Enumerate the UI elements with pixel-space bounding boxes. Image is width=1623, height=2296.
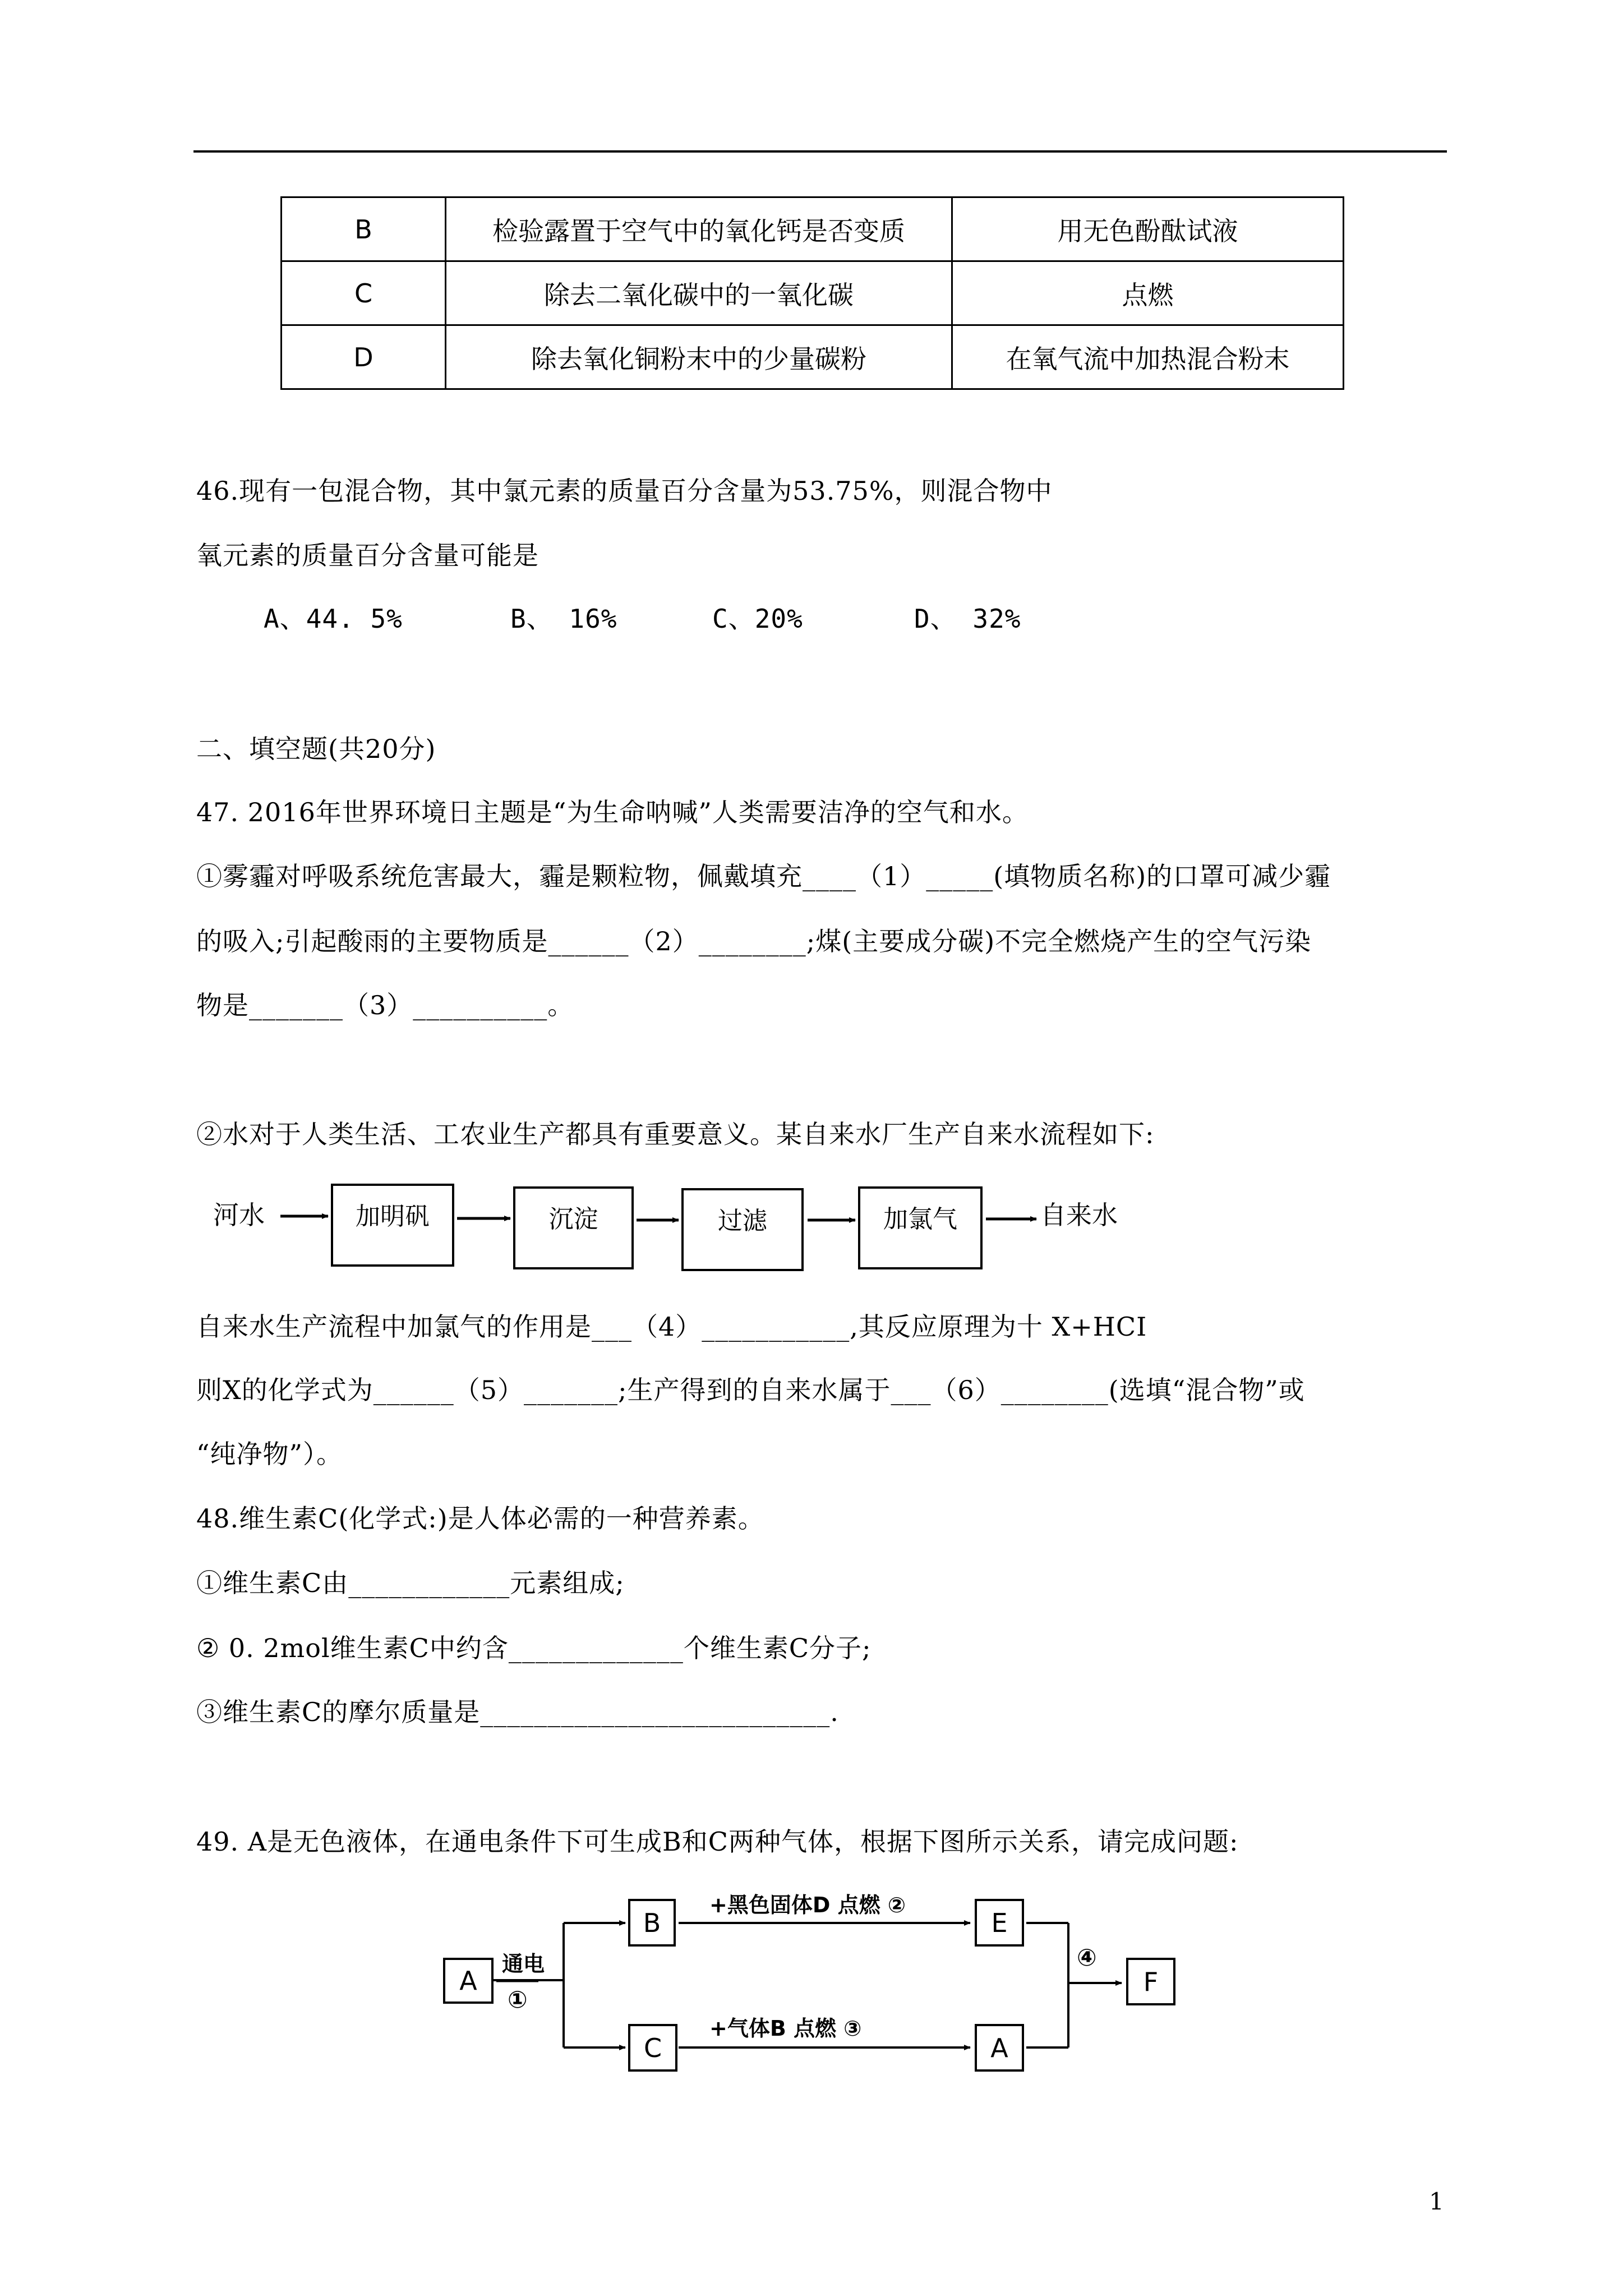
dg-box-c: C xyxy=(628,2024,677,2072)
q47-line6: 自来水生产流程中加氯气的作用是___（4）___________,其反应原理为十 X+HCI xyxy=(196,1312,1147,1342)
q48-line3: ② 0. 2mol维生素C中约含_____________个维生素C分子; xyxy=(196,1633,872,1663)
dg-label-step4: ④ xyxy=(1077,1944,1097,1971)
q47-line1: 47. 2016年世界环境日主题是“为生命呐喊”人类需要洁净的空气和水。 xyxy=(196,797,1029,827)
q47-line7: 则X的化学式为______（5）_______;生产得到的自来水属于___（6）________(选填“混合物”或 xyxy=(196,1375,1305,1405)
q49-line1: 49. A是无色液体，在通电条件下可生成B和C两种气体，根据下图所示关系，请完成问题: xyxy=(196,1826,1239,1857)
flow-end: 自来水 xyxy=(1040,1200,1118,1230)
row-method: 点燃 xyxy=(952,261,1344,325)
dg-box-e: E xyxy=(975,1899,1024,1947)
q47-line8: “纯净物”）。 xyxy=(196,1439,343,1469)
dg-box-b: B xyxy=(628,1899,676,1947)
flow-step-alum: 加明矾 xyxy=(331,1184,454,1267)
q46-line2: 氧元素的质量百分含量可能是 xyxy=(196,540,539,570)
dg-box-f: F xyxy=(1126,1958,1175,2005)
row-label: B xyxy=(282,197,446,261)
q46-option-a: A、44. 5% xyxy=(264,604,403,634)
row-purpose: 除去二氧化碳中的一氧化碳 xyxy=(446,261,952,325)
row-label: D xyxy=(282,325,446,389)
dg-label-bottom: +气体B 点燃 ③ xyxy=(709,2016,862,2041)
flow-start: 河水 xyxy=(213,1200,265,1230)
row-method: 在氧气流中加热混合粉末 xyxy=(952,325,1344,389)
q46-line1: 46.现有一包混合物，其中氯元素的质量百分含量为53.75%，则混合物中 xyxy=(196,476,1053,506)
q48-line2: ①维生素C由____________元素组成; xyxy=(196,1568,625,1598)
row-label: C xyxy=(282,261,446,325)
dg-box-a-right: A xyxy=(975,2024,1024,2072)
dg-label-electrolysis: 通电 xyxy=(502,1952,545,1976)
page-number: 1 xyxy=(1429,2188,1444,2215)
q48-line1: 48.维生素C(化学式:)是人体必需的一种营养素。 xyxy=(196,1503,764,1534)
section-title: 二、填空题(共20分) xyxy=(196,734,436,764)
row-purpose: 除去氧化铜粉末中的少量碳粉 xyxy=(446,325,952,389)
q48-line4: ③维生素C的摩尔质量是__________________________. xyxy=(196,1697,839,1727)
q46-option-d: D、 32% xyxy=(914,604,1021,634)
dg-label-top: +黑色固体D 点燃 ② xyxy=(709,1893,906,1917)
q46-option-b: B、 16% xyxy=(510,604,617,634)
q47-line2: ①雾霾对呼吸系统危害最大，霾是颗粒物，佩戴填充____（1）_____(填物质名称)的口罩可减少霾 xyxy=(196,861,1331,891)
flow-step-sediment: 沉淀 xyxy=(513,1186,634,1269)
row-purpose: 检验露置于空气中的氧化钙是否变质 xyxy=(446,197,952,261)
q47-line4: 物是_______（3）__________。 xyxy=(196,990,574,1020)
row-method: 用无色酚酞试液 xyxy=(952,197,1344,261)
q47-line3: 的吸入;引起酸雨的主要物质是______（2）________;煤(主要成分碳)不完全燃烧产生的空气污染 xyxy=(196,926,1312,956)
flow-step-filter: 过滤 xyxy=(681,1188,804,1271)
q46-option-c: C、20% xyxy=(712,604,803,634)
dg-label-step1: ① xyxy=(508,1986,528,2013)
q47-line5: ②水对于人类生活、工农业生产都具有重要意义。某自来水厂生产自来水流程如下: xyxy=(196,1119,1155,1149)
flow-step-chlorine: 加氯气 xyxy=(858,1186,983,1269)
dg-box-a-left: A xyxy=(443,1958,494,2004)
